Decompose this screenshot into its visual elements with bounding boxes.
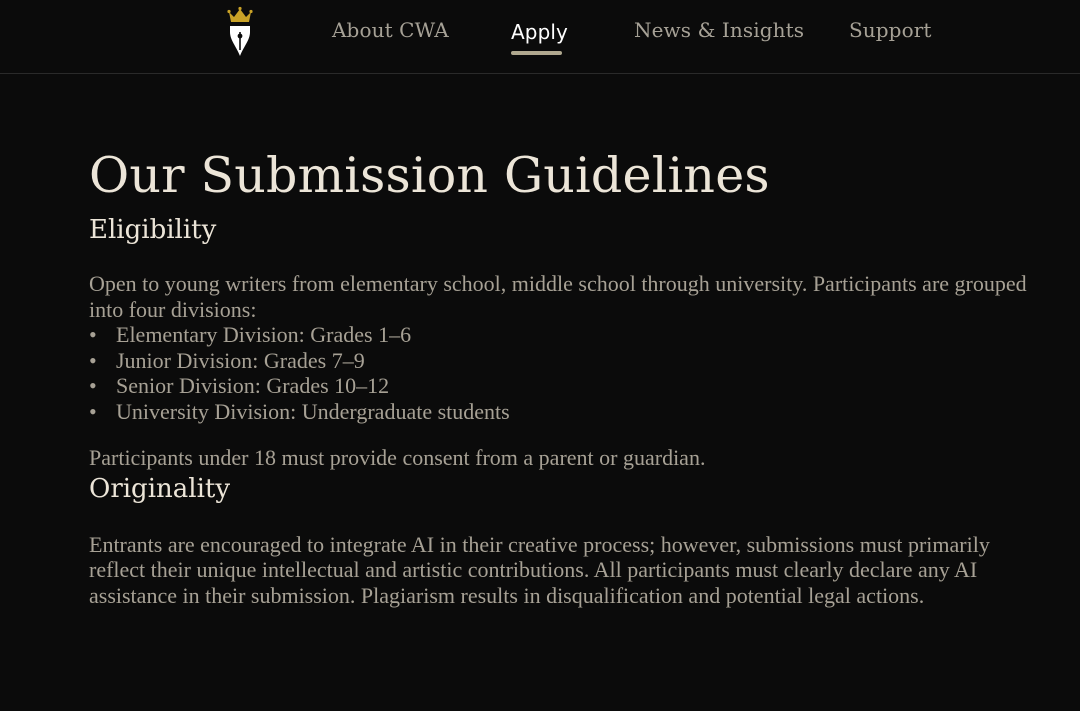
originality-heading: Originality [89,473,231,504]
eligibility-heading: Eligibility [89,215,217,245]
list-item [89,322,1049,348]
consent-note: Participants under 18 must provide consent from a parent or guardian. [89,445,706,470]
bullet-icon: • [89,347,97,373]
eligibility-intro: Open to young writers from elementary school, middle school through university. Participants are grouped into four divisions: [89,271,1027,322]
nav-support[interactable]: Support [849,18,932,42]
nav-apply[interactable]: Apply [511,20,568,44]
bullet-icon: • [89,373,97,398]
division-label: Elementary Division: Grades 1–6 [116,322,412,347]
nav-news-insights[interactable]: News & Insights [634,18,805,42]
top-navigation [0,0,1080,74]
bullet-icon: • [89,398,97,424]
division-label: Senior Division: Grades 10–12 [116,373,390,398]
active-tab-indicator [511,51,562,55]
nav-about-cwa[interactable]: About CWA [332,18,449,42]
guidelines-content [89,140,1049,608]
division-label: Junior Division: Grades 7–9 [116,347,365,373]
list-item [89,373,1049,399]
list-item [89,348,1049,374]
list-item [89,399,1049,425]
bullet-icon: • [89,322,97,347]
page-title: Our Submission Guidelines [89,147,770,204]
originality-text: Entrants are encouraged to integrate AI in their creative process; however, submissions must primarily reflect their unique intellectual and artistic contributions. All participants must clearly declare any AI assistance in their submission. Plagiarism results in disqualification and potential legal actions. [89,531,990,608]
division-list [89,322,1049,424]
crown-pen-logo-icon[interactable] [226,6,254,58]
division-label: University Division: Undergraduate students [116,398,510,424]
